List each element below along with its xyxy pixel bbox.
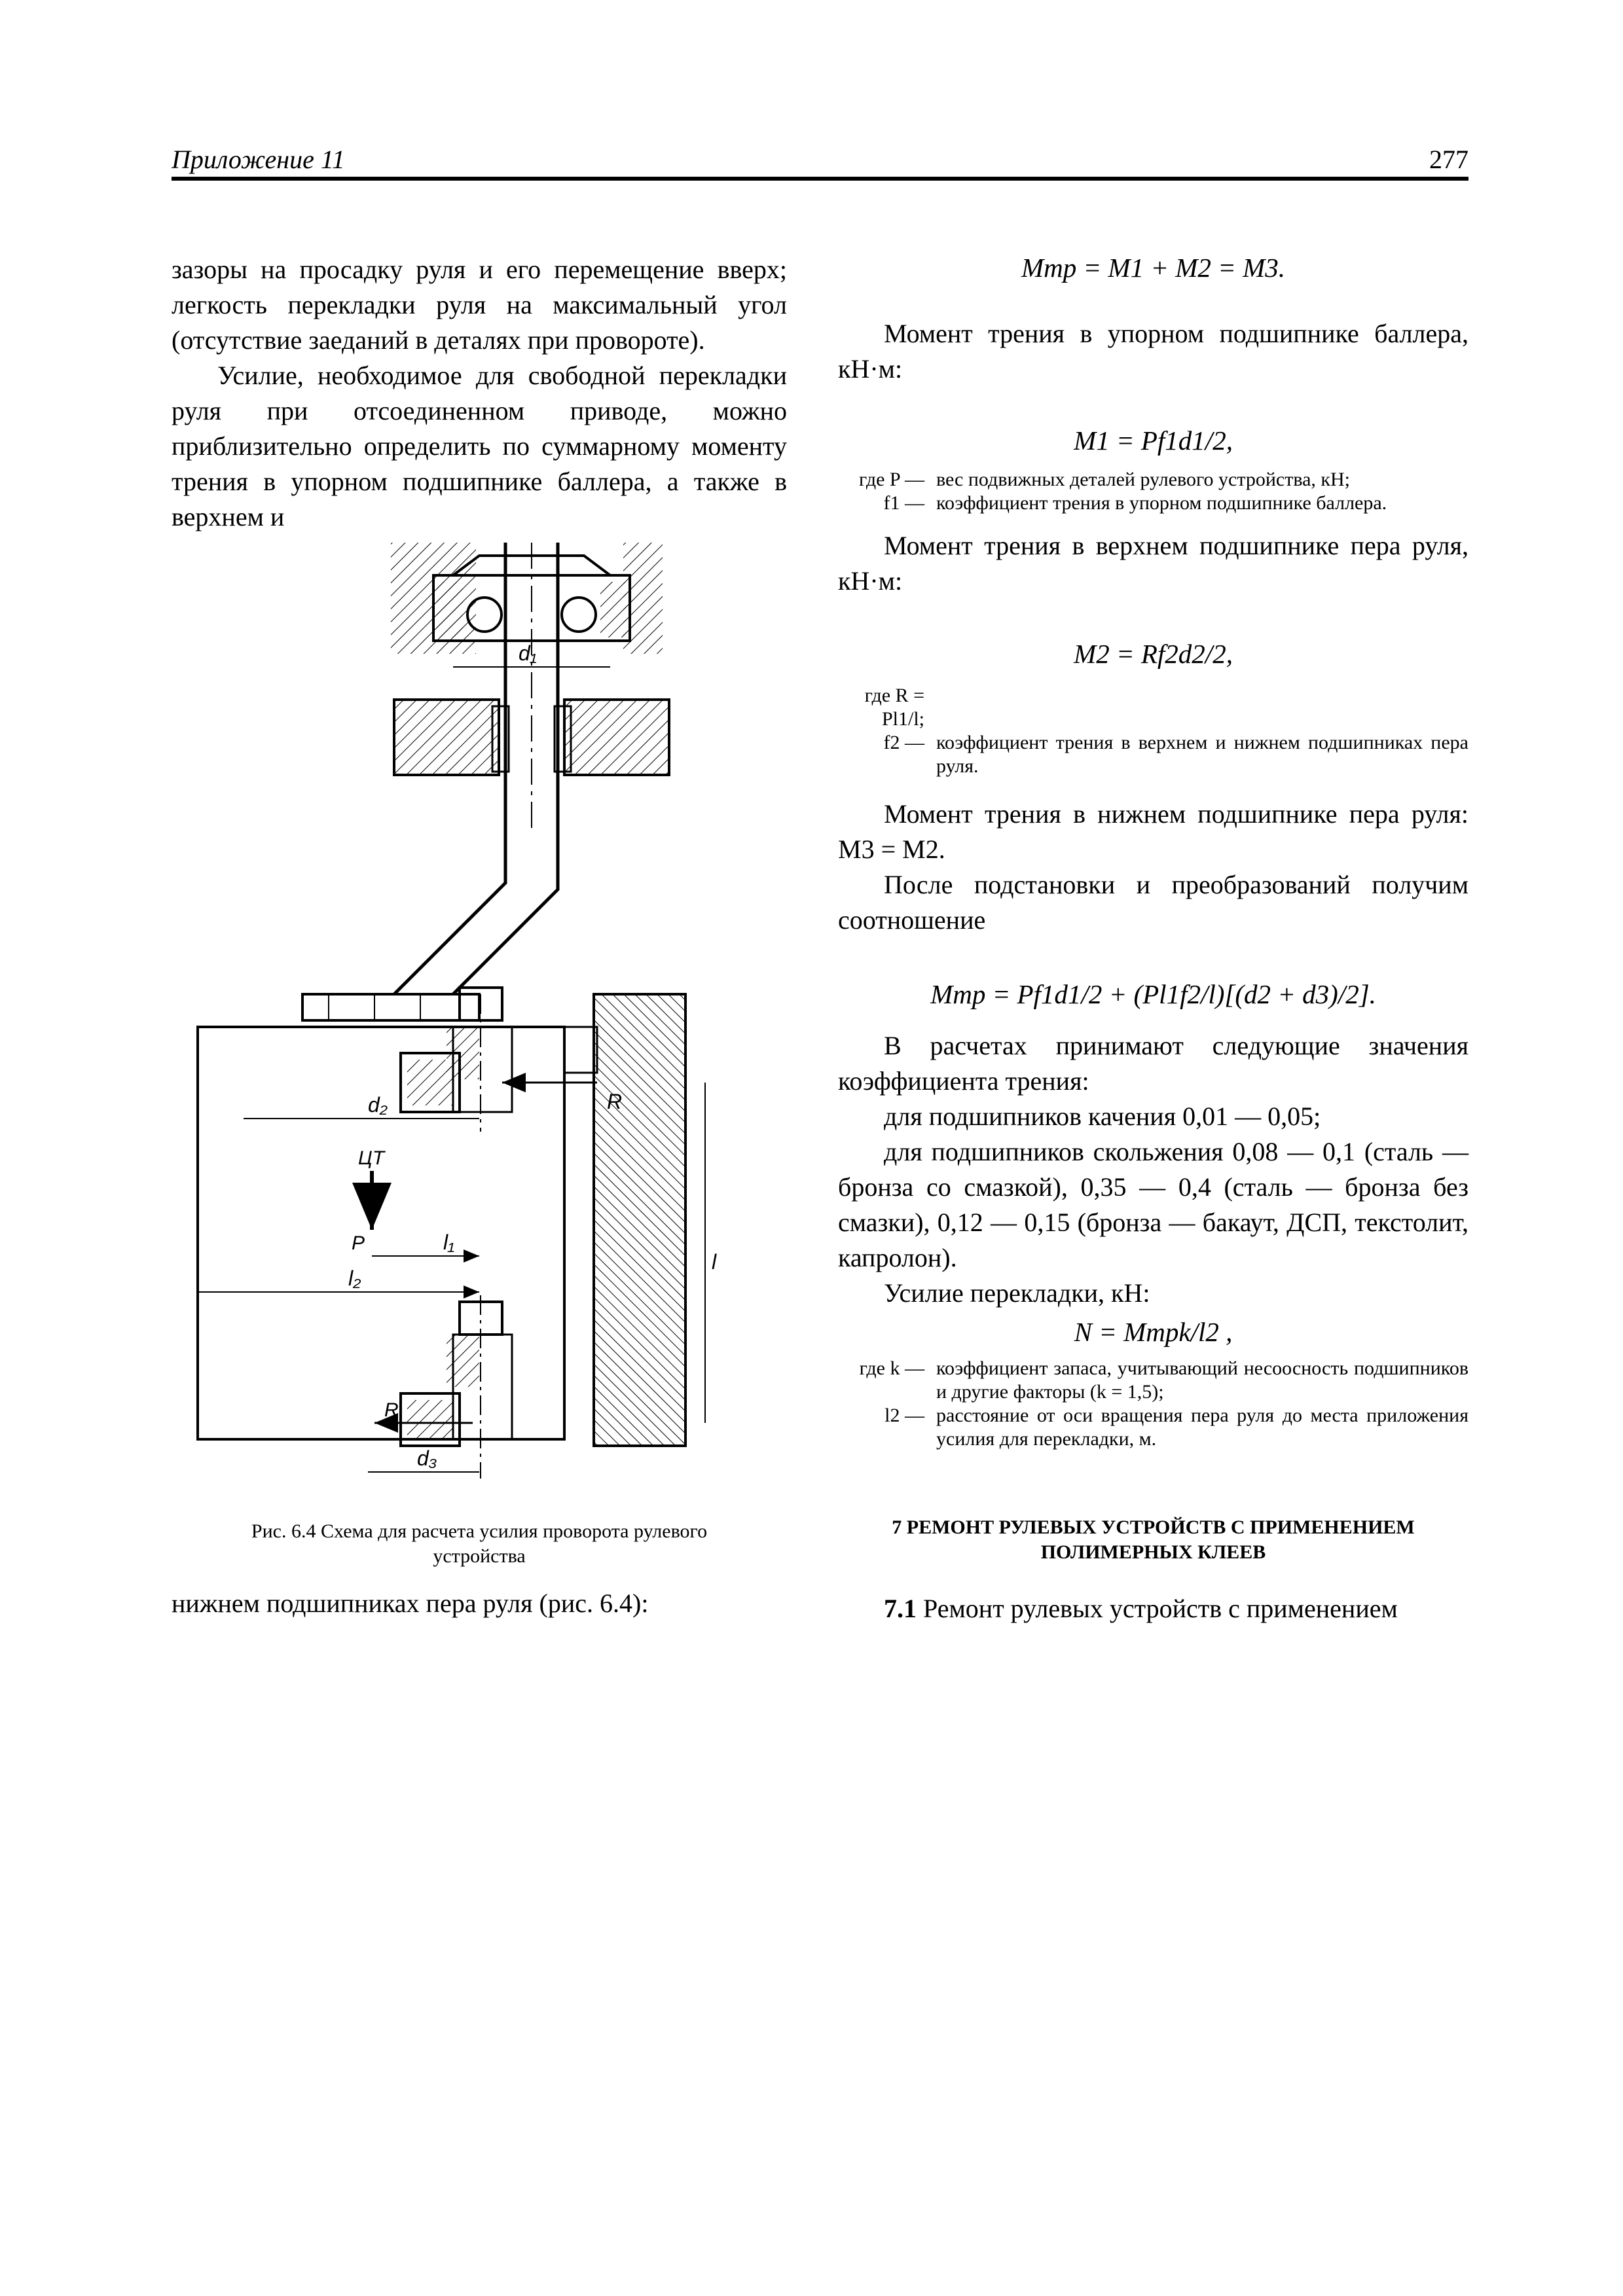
paragraph xyxy=(838,1591,1468,1626)
rudder-diagram xyxy=(172,543,787,1511)
where-value xyxy=(936,684,1468,731)
label-l2: l₂ xyxy=(348,1266,361,1290)
paragraph: для подшипников качения 0,01 — 0,05; xyxy=(884,1102,1321,1131)
where-key: f1 — xyxy=(883,492,924,514)
paragraph: для подшипников скольжения 0,08 — 0,1 (сталь — бронза со смазкой), 0,35 — 0,4 (сталь — бронза без смазки), 0,12 — 0,15 (бронза — бакаут, ДСП, текстолит, капролон). xyxy=(838,1137,1468,1272)
where-value: расстояние от оси вращения пера руля до места приложения усилия для перекладки, м. xyxy=(936,1405,1468,1450)
section-heading: 7 РЕМОНТ РУЛЕВЫХ УСТРОЙСТВ С ПРИМЕНЕНИЕМ ПОЛИМЕРНЫХ КЛЕЕВ xyxy=(892,1516,1415,1563)
where-value: коэффициент трения в упорном подшипнике баллера. xyxy=(936,492,1387,514)
paragraph: После подстановки и преобразований получим соотношение xyxy=(838,870,1468,935)
section-text: Ремонт рулевых устройств с применением xyxy=(917,1594,1398,1623)
label-d2: d₂ xyxy=(368,1093,388,1117)
label-d1: d₁ xyxy=(519,641,537,665)
header-rule xyxy=(172,177,1468,181)
where-value: коэффициент трения в верхнем и нижнем подшипниках пера руля. xyxy=(936,732,1468,777)
running-header-title: Приложение 11 xyxy=(172,145,345,174)
section-number: 7.1 xyxy=(884,1594,917,1623)
where-key: f2 — xyxy=(883,732,924,753)
where-value: коэффициент запаса, учитывающий несоосность подшипников и другие факторы (k = 1,5); xyxy=(936,1357,1468,1403)
page-number: 277 xyxy=(1429,145,1468,174)
label-d3: d₃ xyxy=(417,1446,437,1470)
paragraph: зазоры на просадку руля и его перемещение вверх; легкость перекладки руля на максимальный угол (отсутствие заеданий в деталях при провороте). xyxy=(172,255,787,355)
formula-m2: M2 = Rf2d2/2, xyxy=(1074,639,1233,669)
paragraph: Момент трения в упорном подшипнике баллера, кН·м: xyxy=(838,319,1468,384)
where-list-2 xyxy=(838,684,1468,778)
paragraph: Усилие перекладки, кН: xyxy=(884,1278,1150,1308)
figure-caption: Рис. 6.4 Схема для расчета усилия проворота рулевого устройства xyxy=(251,1520,708,1567)
paragraph: Усилие, необходимое для свободной перекладки руля при отсоединенном приводе, можно приблизительно определить по суммарному моменту трения в упорном подшипнике баллера, а также в верхнем и xyxy=(172,361,787,531)
label-l: l xyxy=(712,1250,717,1274)
left-column xyxy=(172,252,787,1621)
where-key: где R = Pl1/l; xyxy=(864,685,924,730)
paragraph: нижнем подшипниках пера руля (рис. 6.4): xyxy=(172,1588,649,1618)
where-list-1 xyxy=(838,468,1468,515)
where-value: вес подвижных деталей рулевого устройства, кН; xyxy=(936,469,1350,490)
formula-full: Mтр = Pf1d1/2 + (Pl1f2/l)[(d2 + d3)/2]. xyxy=(930,979,1376,1009)
label-ct: ЦТ xyxy=(358,1147,385,1169)
paragraph: В расчетах принимают следующие значения коэффициента трения: xyxy=(838,1031,1468,1096)
paragraph: Момент трения в верхнем подшипнике пера руля, кН·м: xyxy=(838,531,1468,596)
where-key: где k — xyxy=(859,1357,924,1379)
where-list-3 xyxy=(838,1357,1468,1451)
where-key: l2 — xyxy=(884,1405,924,1426)
label-l1: l₁ xyxy=(443,1230,455,1254)
formula-m1: M1 = Pf1d1/2, xyxy=(1074,425,1233,456)
right-column xyxy=(838,252,1468,1626)
label-p: P xyxy=(352,1232,365,1254)
paragraph: Момент трения в нижнем подшипнике пера руля: M3 = M2. xyxy=(838,799,1468,864)
where-key: где P — xyxy=(859,469,924,490)
label-r-lower: R xyxy=(384,1399,399,1421)
formula-total: Mтр = M1 + M2 = M3. xyxy=(1021,253,1285,283)
formula-n: N = Mтрk/l2 , xyxy=(1074,1317,1233,1347)
label-r-upper: R xyxy=(607,1090,623,1113)
